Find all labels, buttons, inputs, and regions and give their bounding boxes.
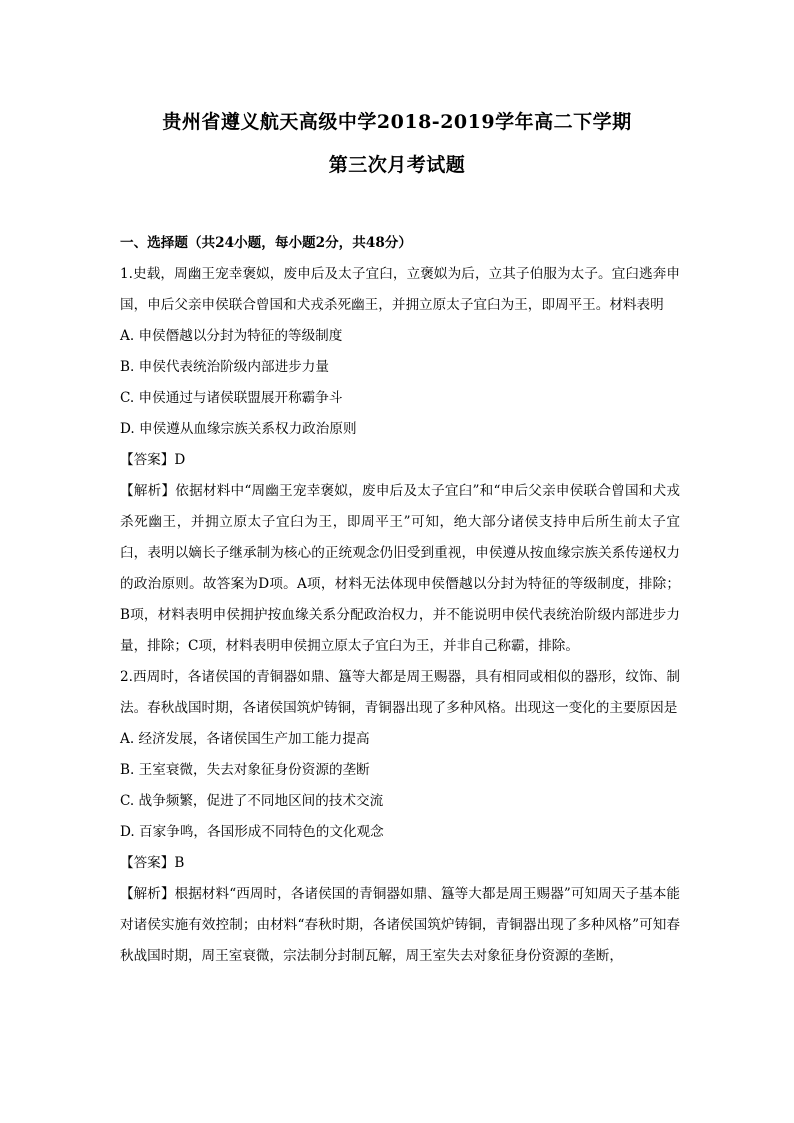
question-stem: 1.史载，周幽王宠幸褒姒，废申后及太子宜臼，立褒姒为后，立其子伯服为太子。宜臼逃奔申国，申后父亲申侯联合曾国和犬戎杀死幽王，并拥立原太子宜臼为王，即周平王。材料表明 — [120, 266, 680, 313]
question-2 — [120, 662, 680, 972]
section-heading: 一、选择题（共24小题，每小题2分，共48分） — [120, 235, 412, 251]
document-title-line-1: 贵州省遵义航天高级中学2018-2019学年高二下学期 — [162, 111, 632, 133]
answer-line: 【答案】D — [120, 452, 186, 468]
option-b: B. 申侯代表统治阶级内部进步力量 — [120, 359, 329, 375]
option-a: A. 申侯僭越以分封为特征的等级制度 — [120, 328, 343, 344]
analysis-paragraph — [120, 476, 680, 662]
option-a: A. 经济发展，各诸侯国生产加工能力提高 — [120, 731, 370, 747]
question-1 — [120, 259, 680, 662]
analysis-text: 依据材料中“周幽王宠幸褒姒，废申后及太子宜臼”和“申后父亲申侯联合曾国和犬戎杀死幽王，并拥立原太子宜臼为王，即周平王”可知，绝大部分诸侯支持申后所生前太子宜臼，表明以嫡长子继承制为核心的正统观念仍旧受到重视，申侯遵从按血缘宗族关系传递权力的政治原则。故答案为D项。A项，材料无法体现申侯僭越以分封为特征的等级制度，排除；B项，材料表明申侯拥护按血缘关系分配政治权力，并不能说明申侯代表统治阶级内部进步力量，排除；C项，材料表明申侯拥立原太子宜臼为王，并非自己称霸，排除。 — [120, 483, 681, 654]
document-body — [120, 228, 680, 972]
analysis-paragraph — [120, 879, 680, 972]
option-d: D. 申侯遵从血缘宗族关系权力政治原则 — [120, 421, 357, 437]
option-d: D. 百家争鸣，各国形成不同特色的文化观念 — [120, 824, 384, 840]
document-title-line-2: 第三次月考试题 — [328, 154, 466, 176]
option-c: C. 战争频繁，促进了不同地区间的技术交流 — [120, 793, 384, 809]
answer-line: 【答案】B — [120, 855, 185, 871]
option-b: B. 王室衰微，失去对象征身份资源的垄断 — [120, 762, 370, 778]
option-c: C. 申侯通过与诸侯联盟展开称霸争斗 — [120, 390, 343, 406]
question-stem: 2.西周时，各诸侯国的青铜器如鼎、簋等大都是周王赐器，具有相同或相似的器形，纹饰、制法。春秋战国时期，各诸侯国筑炉铸铜，青铜器出现了多种风格。出现这一变化的主要原因是 — [120, 669, 680, 716]
analysis-text: 根据材料“西周时，各诸侯国的青铜器如鼎、簋等大都是周王赐器”可知周天子基本能对诸侯实施有效控制；由材料“春秋时期，各诸侯国筑炉铸铜，青铜器出现了多种风格”可知春秋战国时期，周王室衰微，宗法制分封制瓦解，周王室失去对象征身份资源的垄断， — [120, 886, 680, 964]
analysis-label: 【解析】 — [120, 483, 176, 499]
analysis-label: 【解析】 — [120, 886, 175, 902]
